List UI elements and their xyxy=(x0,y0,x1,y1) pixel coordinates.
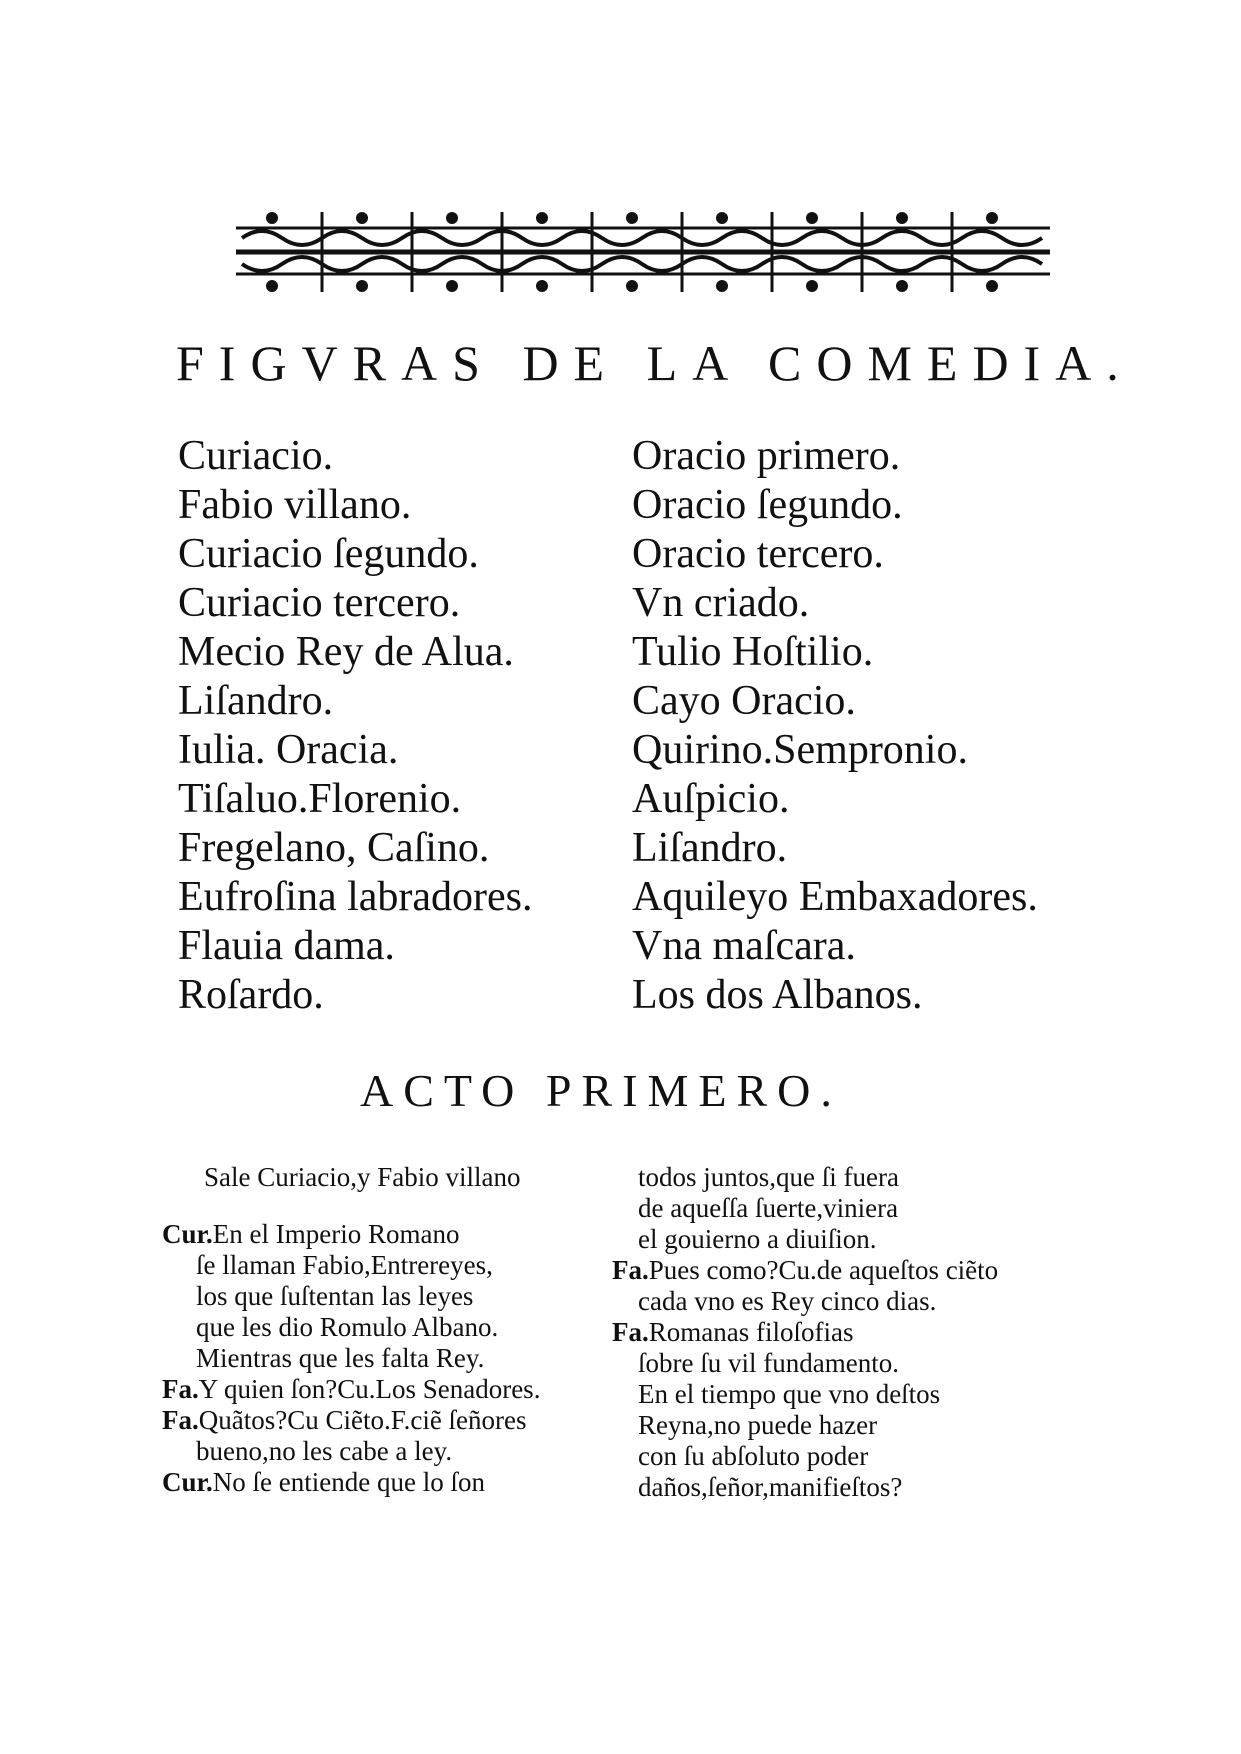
speaker-label: Fa. xyxy=(612,1255,649,1285)
speaker-label: Fa. xyxy=(162,1405,199,1435)
verse-text: Pues como?Cu.de aqueſtos ciẽto xyxy=(648,1255,999,1285)
verse-line xyxy=(162,1219,540,1250)
verse-line: Reyna,no puede hazer xyxy=(638,1410,878,1440)
cast-item: Quirino.Sempronio. xyxy=(632,727,968,773)
verse-line: de aqueſſa ſuerte,viniera xyxy=(638,1193,899,1223)
cast-item: Tulio Hoſtilio. xyxy=(632,629,874,675)
verse-line xyxy=(162,1467,540,1498)
verse-line: todos juntos,que ſi fuera xyxy=(638,1162,899,1192)
verse-line: que les dio Romulo Albano. xyxy=(196,1312,499,1342)
cast-item: Aquileyo Embaxadores. xyxy=(632,874,1038,920)
verse-line: los que ſuſtentan las leyes xyxy=(196,1281,474,1311)
cast-item: Liſandro. xyxy=(178,678,334,724)
verse-line: En el tiempo que vno deſtos xyxy=(638,1379,941,1409)
speaker-label: Fa. xyxy=(612,1317,649,1347)
cast-list-right xyxy=(632,432,1038,1020)
cast-item: Fregelano, Caſino. xyxy=(178,825,490,871)
cast-item: Fabio villano. xyxy=(178,482,412,528)
stage-direction: Sale Curiacio,y Fabio villano xyxy=(204,1162,521,1192)
cast-item: Tiſaluo.Florenio. xyxy=(178,776,462,822)
verse-line: Mientras que les falta Rey. xyxy=(196,1343,485,1373)
verse-line xyxy=(612,1317,998,1348)
page-title: FIGVRAS DE LA COMEDIA. xyxy=(176,335,1134,391)
verse-text: Romanas filoſofias xyxy=(648,1317,854,1347)
speaker-label: Cur. xyxy=(162,1467,213,1497)
verse-line: daños,ſeñor,manifieſtos? xyxy=(638,1472,903,1502)
cast-item: Curiacio ſegundo. xyxy=(178,531,479,577)
verse-text: Y quien ſon?Cu.Los Senadores. xyxy=(198,1374,541,1404)
cast-item: Iulia. Oracia. xyxy=(178,727,399,773)
act-heading: ACTO PRIMERO. xyxy=(360,1065,842,1116)
cast-item: Mecio Rey de Alua. xyxy=(178,629,514,675)
cast-item: Los dos Albanos. xyxy=(632,972,923,1018)
cast-item: Oracio ſegundo. xyxy=(632,482,903,528)
verse-line: con ſu abſoluto poder xyxy=(638,1441,869,1471)
cast-item: Flauia dama. xyxy=(178,923,395,969)
cast-item: Eufroſina labradores. xyxy=(178,874,533,920)
cast-item: Oracio tercero. xyxy=(632,531,884,577)
verse-text: No ſe entiende que lo ſon xyxy=(212,1467,485,1497)
verse-line xyxy=(162,1405,540,1436)
cast-item: Liſandro. xyxy=(632,825,788,871)
cast-item: Cayo Oracio. xyxy=(632,678,856,724)
cast-item: Curiacio. xyxy=(178,433,334,479)
speaker-label: Cur. xyxy=(162,1219,213,1249)
verse-line: cada vno es Rey cinco dias. xyxy=(638,1286,937,1316)
dialogue-column-right xyxy=(612,1162,998,1503)
verse-line: el gouierno a diuiſion. xyxy=(638,1224,877,1254)
cast-item: Auſpicio. xyxy=(632,776,790,822)
cast-item: Vn criado. xyxy=(632,580,810,626)
cast-item: Curiacio tercero. xyxy=(178,580,461,626)
speaker-label: Fa. xyxy=(162,1374,199,1404)
cast-item: Vna maſcara. xyxy=(632,923,856,969)
verse-line xyxy=(612,1255,998,1286)
verse-line: bueno,no les cabe a ley. xyxy=(196,1436,453,1466)
cast-list-left xyxy=(178,432,533,1020)
cast-item: Oracio primero. xyxy=(632,433,901,479)
verse-line xyxy=(162,1374,540,1405)
verse-text: En el Imperio Romano xyxy=(212,1219,460,1249)
verse-text: Quãtos?Cu Ciẽto.F.ciẽ ſeñores xyxy=(198,1405,527,1435)
verse-line: ſe llaman Fabio,Entrereyes, xyxy=(196,1250,493,1280)
cast-item: Roſardo. xyxy=(178,972,324,1018)
verse-line: ſobre ſu vil fundamento. xyxy=(638,1348,899,1378)
decorative-ornament-band xyxy=(232,208,1054,294)
dialogue-column-left xyxy=(162,1162,540,1498)
